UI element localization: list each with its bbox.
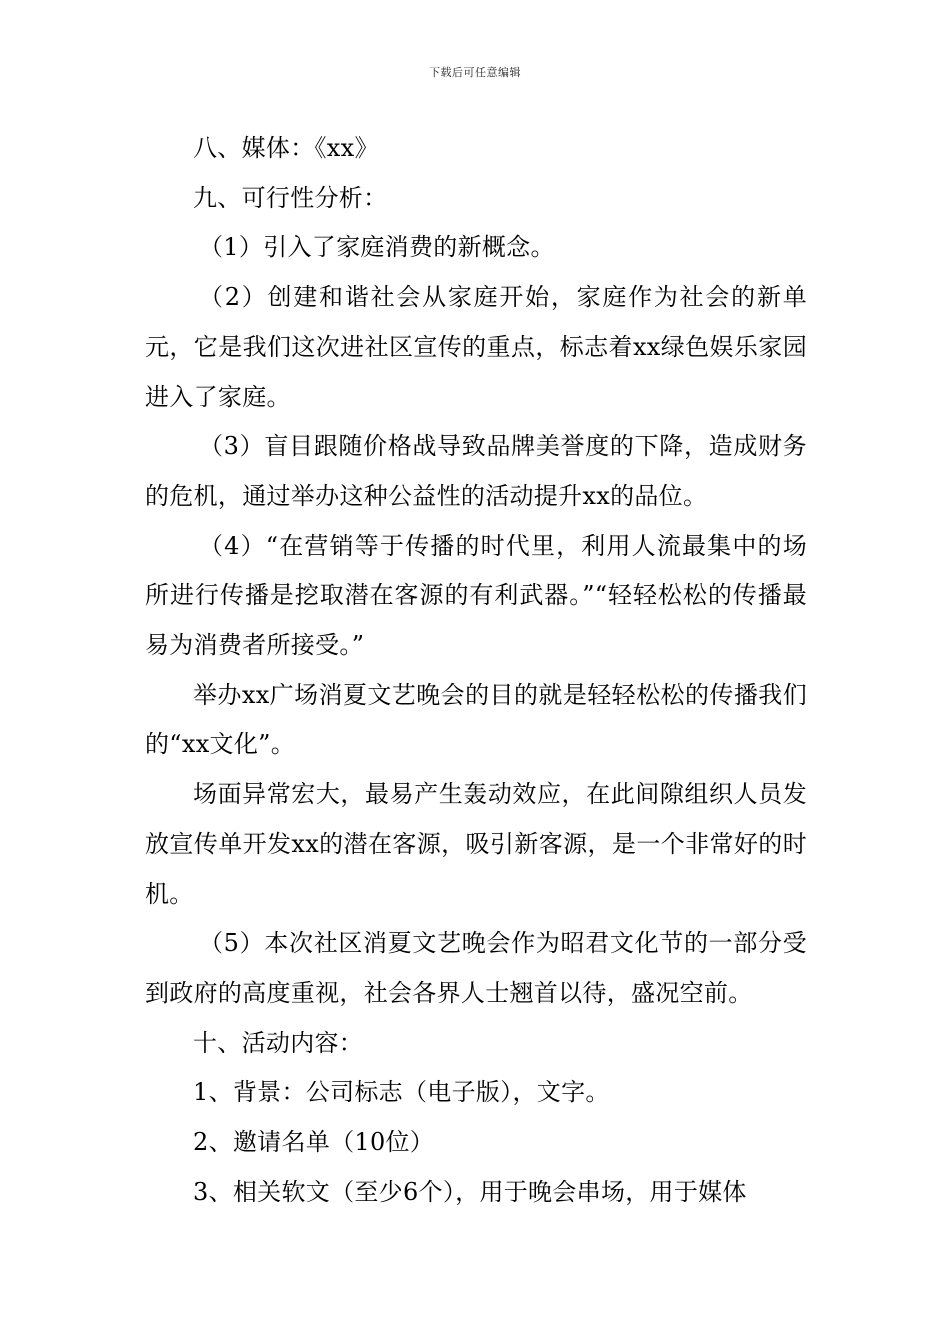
paragraph-activity-2: 2、邀请名单（10位） [193,1128,435,1157]
paragraph-feasibility-3: （3）盲目跟随价格战导致品牌美誉度的下降，造成财务的危机，通过举办这种公益性的活动提升xx的品位。 [145,432,807,510]
paragraph-activity-3: 3、相关软文（至少6个），用于晚会串场，用于媒体 [193,1177,747,1206]
paragraph-event-scene: 场面异常宏大，最易产生轰动效应，在此间隙组织人员发放宣传单开发xx的潜在客源，吸引新客源，是一个非常好的时机。 [145,780,807,908]
paragraph-feasibility-heading: 九、可行性分析： [193,183,388,212]
page-header: 下载后可任意编辑 [429,66,521,79]
paragraph-activity-heading: 十、活动内容： [193,1028,364,1057]
paragraph-feasibility-5: （5）本次社区消夏文艺晚会作为昭君文化节的一部分受到政府的高度重视，社会各界人士翘首以待，盛况空前。 [145,929,807,1007]
document-body [145,124,807,1217]
paragraph-feasibility-1: （1）引入了家庭消费的新概念。 [199,233,555,262]
paragraph-media: 八、媒体：《xx》 [193,134,379,162]
paragraph-feasibility-4: （4）“在营销等于传播的时代里，利用人流最集中的场所进行传播是挖取潜在客源的有利武器。”“轻轻松松的传播最易为消费者所接受。” [145,531,807,660]
paragraph-feasibility-2: （2）创建和谐社会从家庭开始，家庭作为社会的新单元，它是我们这次进社区宣传的重点，标志着xx绿色娱乐家园进入了家庭。 [145,283,807,411]
paragraph-activity-1: 1、背景：公司标志（电子版），文字。 [193,1078,610,1107]
paragraph-event-purpose: 举办xx广场消夏文艺晚会的目的就是轻轻松松的传播我们的“xx文化”。 [145,680,807,759]
